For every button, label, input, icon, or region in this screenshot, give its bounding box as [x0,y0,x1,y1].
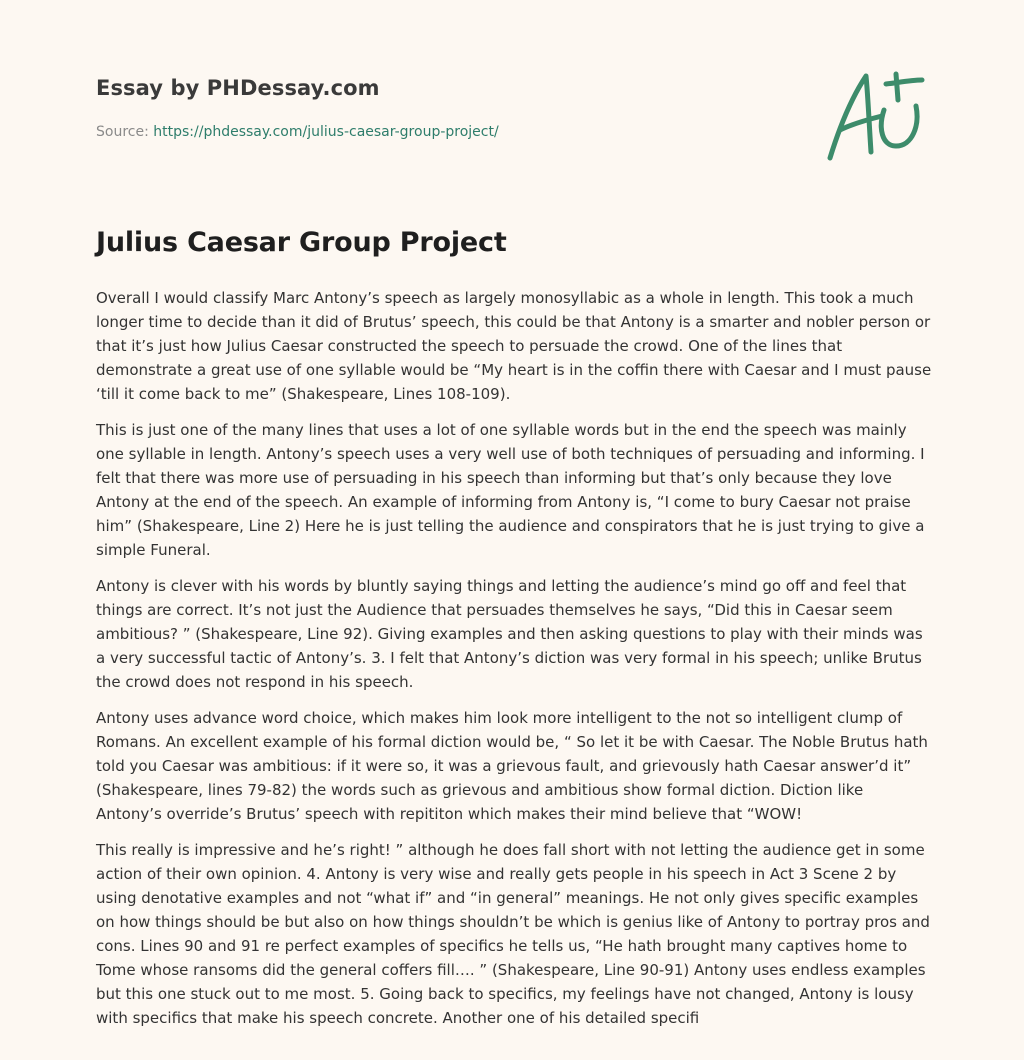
essay-paragraph: This really is impressive and he’s right! ” although he does fall short with not letting the audience get in some action of their own opinion. 4. Antony is very wise and really gets people in his speech in Act 3 Scene 2 by using denotative examples and not “what if” and “in general” meanings. He not only gives specific examples on how things should be but also on how things shouldn’t be which is genius like of Antony to portray pros and cons. Lines 90 and 91 re perfect examples of specifics he tells us, “He hath brought many captives home to Tome whose ransoms did the general coffers fill…. ” (Shakespeare, Line 90-91) Antony uses endless examples but this one stuck out to me most. 5. Going back to specifics, my feelings have not changed, Antony is lousy with specifics that make his speech concrete. Another one of his detailed specifi [96,841,930,1027]
source-label: Source: [96,124,149,140]
source-link[interactable]: https://phdessay.com/julius-caesar-group-project/ [153,124,499,140]
essay-paragraph: Antony is clever with his words by bluntly saying things and letting the audience’s mind go off and feel that things are correct. It’s not just the Audience that persuades themselves he says, “Did this in Caesar seem ambitious? ” (Shakespeare, Line 92). Giving examples and then asking questions to play with their minds was a very successful tactic of Antony’s. 3. I felt that Antony’s diction was very formal in his speech; unlike Brutus the crowd does not respond in his speech. [96,577,923,691]
site-brand: Essay by PHDessay.com [96,76,380,100]
essay-header [96,76,796,140]
essay-paragraph: Antony uses advance word choice, which makes him look more intelligent to the not so intelligent clump of Romans. An excellent example of his formal diction would be, “ So let it be with Caesar. The Noble Brutus hath told you Caesar was ambitious: if it were so, it was a grievous fault, and grievously hath Caesar answer’d it” (Shakespeare, lines 79-82) the words such as grievous and ambitious show formal diction. Diction like Antony’s override’s Brutus’ speech with repititon which makes their mind believe that “WOW! [96,709,928,823]
a-plus-grade-icon [822,66,926,164]
source-line [96,124,796,140]
essay-paragraph: Overall I would classify Marc Antony’s speech as largely monosyllabic as a whole in length. This took a much longer time to decide than it did of Brutus’ speech, this could be that Antony is a smarter and nobler person or that it’s just how Julius Caesar constructed the speech to persuade the crowd. One of the lines that demonstrate a great use of one syllable would be “My heart is in the coffin there with Caesar and I must pause ‘till it come back to me” (Shakespeare, Lines 108-109). [96,289,932,403]
essay-body [96,286,932,1042]
essay-title: Julius Caesar Group Project [96,227,507,258]
essay-paragraph: This is just one of the many lines that uses a lot of one syllable words but in the end the speech was mainly one syllable in length. Antony’s speech uses a very well use of both techniques of persuading and informing. I felt that there was more use of persuading in his speech than informing but that’s only because they love Antony at the end of the speech. An example of informing from Antony is, “I come to bury Caesar not praise him” (Shakespeare, Line 2) Here he is just telling the audience and conspirators that he is just trying to give a simple Funeral. [96,421,925,559]
